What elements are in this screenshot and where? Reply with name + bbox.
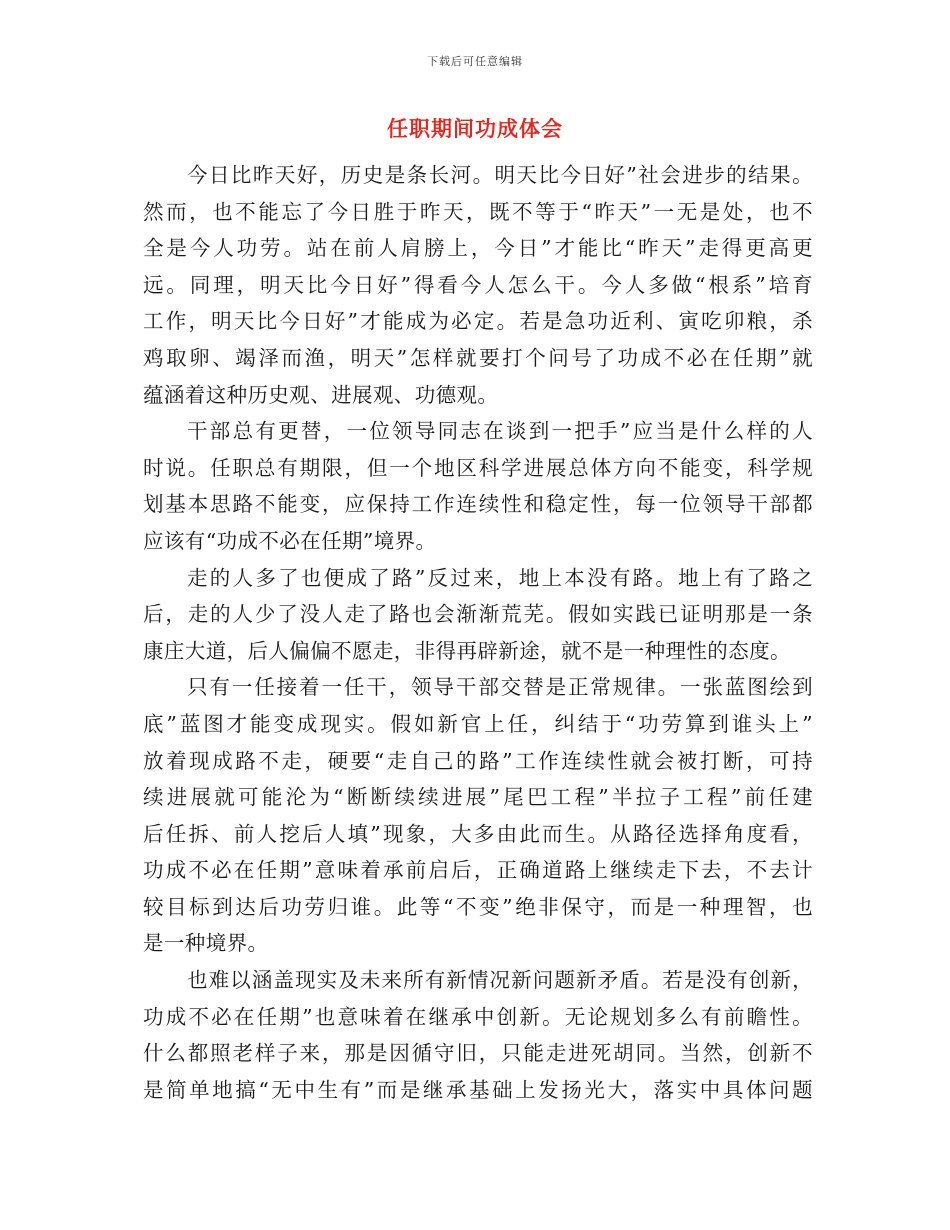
paragraph (143, 413, 813, 559)
paragraph-line: 较目标到达后功劳归谁。此等“不变”绝非保守，而是一种理智，也 (143, 894, 813, 919)
paragraph-line: 走的人多了也便成了路”反过来，地上本没有路。地上有了路之 (187, 565, 813, 590)
paragraph-line: 续进展就可能沦为“断断续续进展”尾巴工程”半拉子工程”前任建 (143, 785, 813, 810)
paragraph-line: 工作，明天比今日好”才能成为必定。若是急功近利、寅吃卯粮，杀 (143, 309, 813, 334)
paragraph-line: 是一种境界。 (143, 931, 269, 956)
document-body (143, 157, 813, 1108)
paragraph-line: 康庄大道，后人偏偏不愿走，非得再辟新途，就不是一种理性的态度。 (143, 638, 791, 663)
paragraph (143, 560, 813, 670)
paragraph-line: 也难以涵盖现实及未来所有新情况新问题新矛盾。若是没有创新， (187, 968, 813, 993)
paragraph-line: 什么都照老样子来，那是因循守旧，只能走进死胡同。当然，创新不 (143, 1041, 813, 1066)
paragraph-line: 底”蓝图才能变成现实。假如新官上任，纠结于“功劳算到谁头上” (143, 711, 813, 736)
paragraph-line: 全是今人功劳。站在前人肩膀上，今日”才能比“昨天”走得更高更 (143, 236, 813, 261)
paragraph-line: 后，走的人少了没人走了路也会渐渐荒芜。假如实践已证明那是一条 (143, 602, 813, 627)
paragraph-line: 远。同理，明天比今日好”得看今人怎么干。今人多做“根系”培育 (143, 272, 813, 297)
paragraph-line: 功成不必在任期”意味着承前启后，正确道路上继续走下去，不去计 (143, 858, 813, 883)
paragraph (143, 669, 813, 962)
paragraph-line: 是简单地搞“无中生有”而是继承基础上发扬光大，落实中具体问题 (143, 1077, 813, 1102)
document-title: 任职期间功成体会 (387, 117, 563, 141)
paragraph-line: 然而，也不能忘了今日胜于昨天，既不等于“昨天”一无是处，也不 (143, 199, 813, 224)
paragraph-line: 只有一任接着一任干，领导干部交替是正常规律。一张蓝图绘到 (187, 675, 813, 700)
paragraph (143, 157, 813, 413)
paragraph-line: 放着现成路不走，硬要“走自己的路”工作连续性就会被打断，可持 (143, 748, 813, 773)
paragraph-line: 时说。任职总有期限，但一个地区科学进展总体方向不能变，科学规 (143, 455, 813, 480)
page-header: 下载后可任意编辑 (427, 55, 523, 68)
paragraph-line: 干部总有更替，一位领导同志在谈到一把手”应当是什么样的人 (187, 419, 813, 444)
paragraph-line: 鸡取卵、竭泽而渔，明天”怎样就要打个问号了功成不必在任期”就 (143, 345, 813, 370)
paragraph-line: 划基本思路不能变，应保持工作连续性和稳定性，每一位领导干部都 (143, 492, 813, 517)
paragraph (143, 962, 813, 1108)
paragraph-line: 应该有“功成不必在任期”境界。 (143, 528, 437, 553)
paragraph-line: 蕴涵着这种历史观、进展观、功德观。 (143, 382, 499, 407)
paragraph-line: 后任拆、前人挖后人填”现象，大多由此而生。从路径选择角度看， (143, 821, 813, 846)
paragraph-line: 今日比昨天好，历史是条长河。明天比今日好”社会进步的结果。 (187, 163, 813, 187)
paragraph-line: 功成不必在任期”也意味着在继承中创新。无论规划多么有前瞻性。 (143, 1004, 813, 1029)
